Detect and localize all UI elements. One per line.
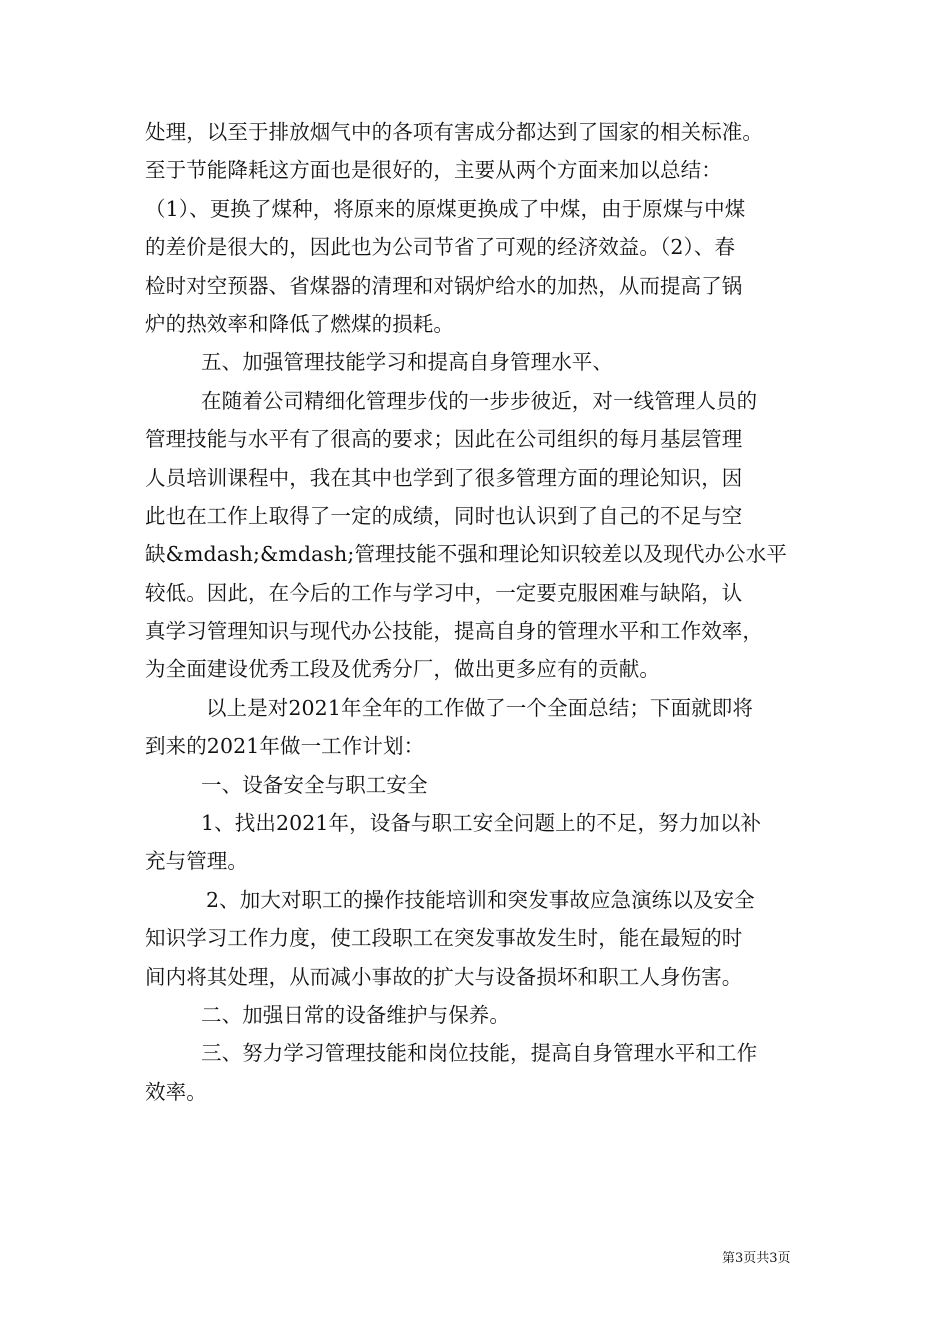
text-line: 管理技能与水平有了很高的要求；因此在公司组织的每月基层管理 (145, 427, 743, 452)
document-body (145, 113, 825, 1111)
section-heading: 二、加强日常的设备维护与保养。 (201, 1002, 510, 1027)
text-line: 效率。 (145, 1079, 207, 1104)
text-line: 处理，以至于排放烟气中的各项有害成分都达到了国家的相关标准。 (145, 120, 763, 144)
text-line: 炉的热效率和降低了燃煤的损耗。 (145, 311, 454, 336)
text-line: 真学习管理知识与现代办公技能，提高自身的管理水平和工作效率， (145, 619, 763, 644)
section-heading: 一、设备安全与职工安全 (201, 772, 428, 797)
text-line: 知识学习工作力度，使工段职工在突发事故发生时，能在最短的时 (145, 926, 743, 951)
text-line: 此也在工作上取得了一定的成绩，同时也认识到了自己的不足与空 (145, 503, 743, 528)
page-number: 第3页共3页 (722, 1251, 791, 1266)
text-line: 为全面建设优秀工段及优秀分厂，做出更多应有的贡献。 (145, 657, 660, 682)
list-item: 2、加大对职工的操作技能培训和突发事故应急演练以及安全 (206, 887, 755, 912)
list-item: 1、找出2021年，设备与职工安全问题上的不足，努力加以补 (201, 811, 762, 836)
section-heading: 五、加强管理技能学习和提高自身管理水平、 (201, 350, 613, 375)
text-line: 以上是对2021年全年的工作做了一个全面总结；下面就即将 (206, 695, 753, 720)
text-line: 缺&mdash;&mdash;管理技能不强和理论知识较差以及现代办公水平 (145, 542, 787, 567)
text-line: （1）、更换了煤种，将原来的原煤更换成了中煤，由于原煤与中煤 (145, 196, 746, 221)
text-line: 的差价是很大的，因此也为公司节省了可观的经济效益。（2）、春 (145, 235, 736, 260)
text-line: 到来的2021年做一工作计划： (145, 734, 425, 759)
text-line: 在随着公司精细化管理步伐的一步步彼近，对一线管理人员的 (201, 388, 758, 413)
text-line: 充与管理。 (145, 849, 248, 874)
text-line: 至于节能降耗这方面也是很好的，主要从两个方面来加以总结： (145, 158, 722, 183)
text-line: 人员培训课程中，我在其中也学到了很多管理方面的理论知识，因 (145, 465, 743, 490)
text-line: 检时对空预器、省煤器的清理和对锅炉给水的加热，从而提高了锅 (145, 273, 743, 298)
text-line: 较低。因此，在今后的工作与学习中，一定要克服困难与缺陷，认 (145, 580, 743, 605)
section-heading: 三、努力学习管理技能和岗位技能，提高自身管理水平和工作 (201, 1041, 758, 1066)
text-line: 间内将其处理，从而减小事故的扩大与设备损坏和职工人身伤害。 (145, 964, 743, 989)
